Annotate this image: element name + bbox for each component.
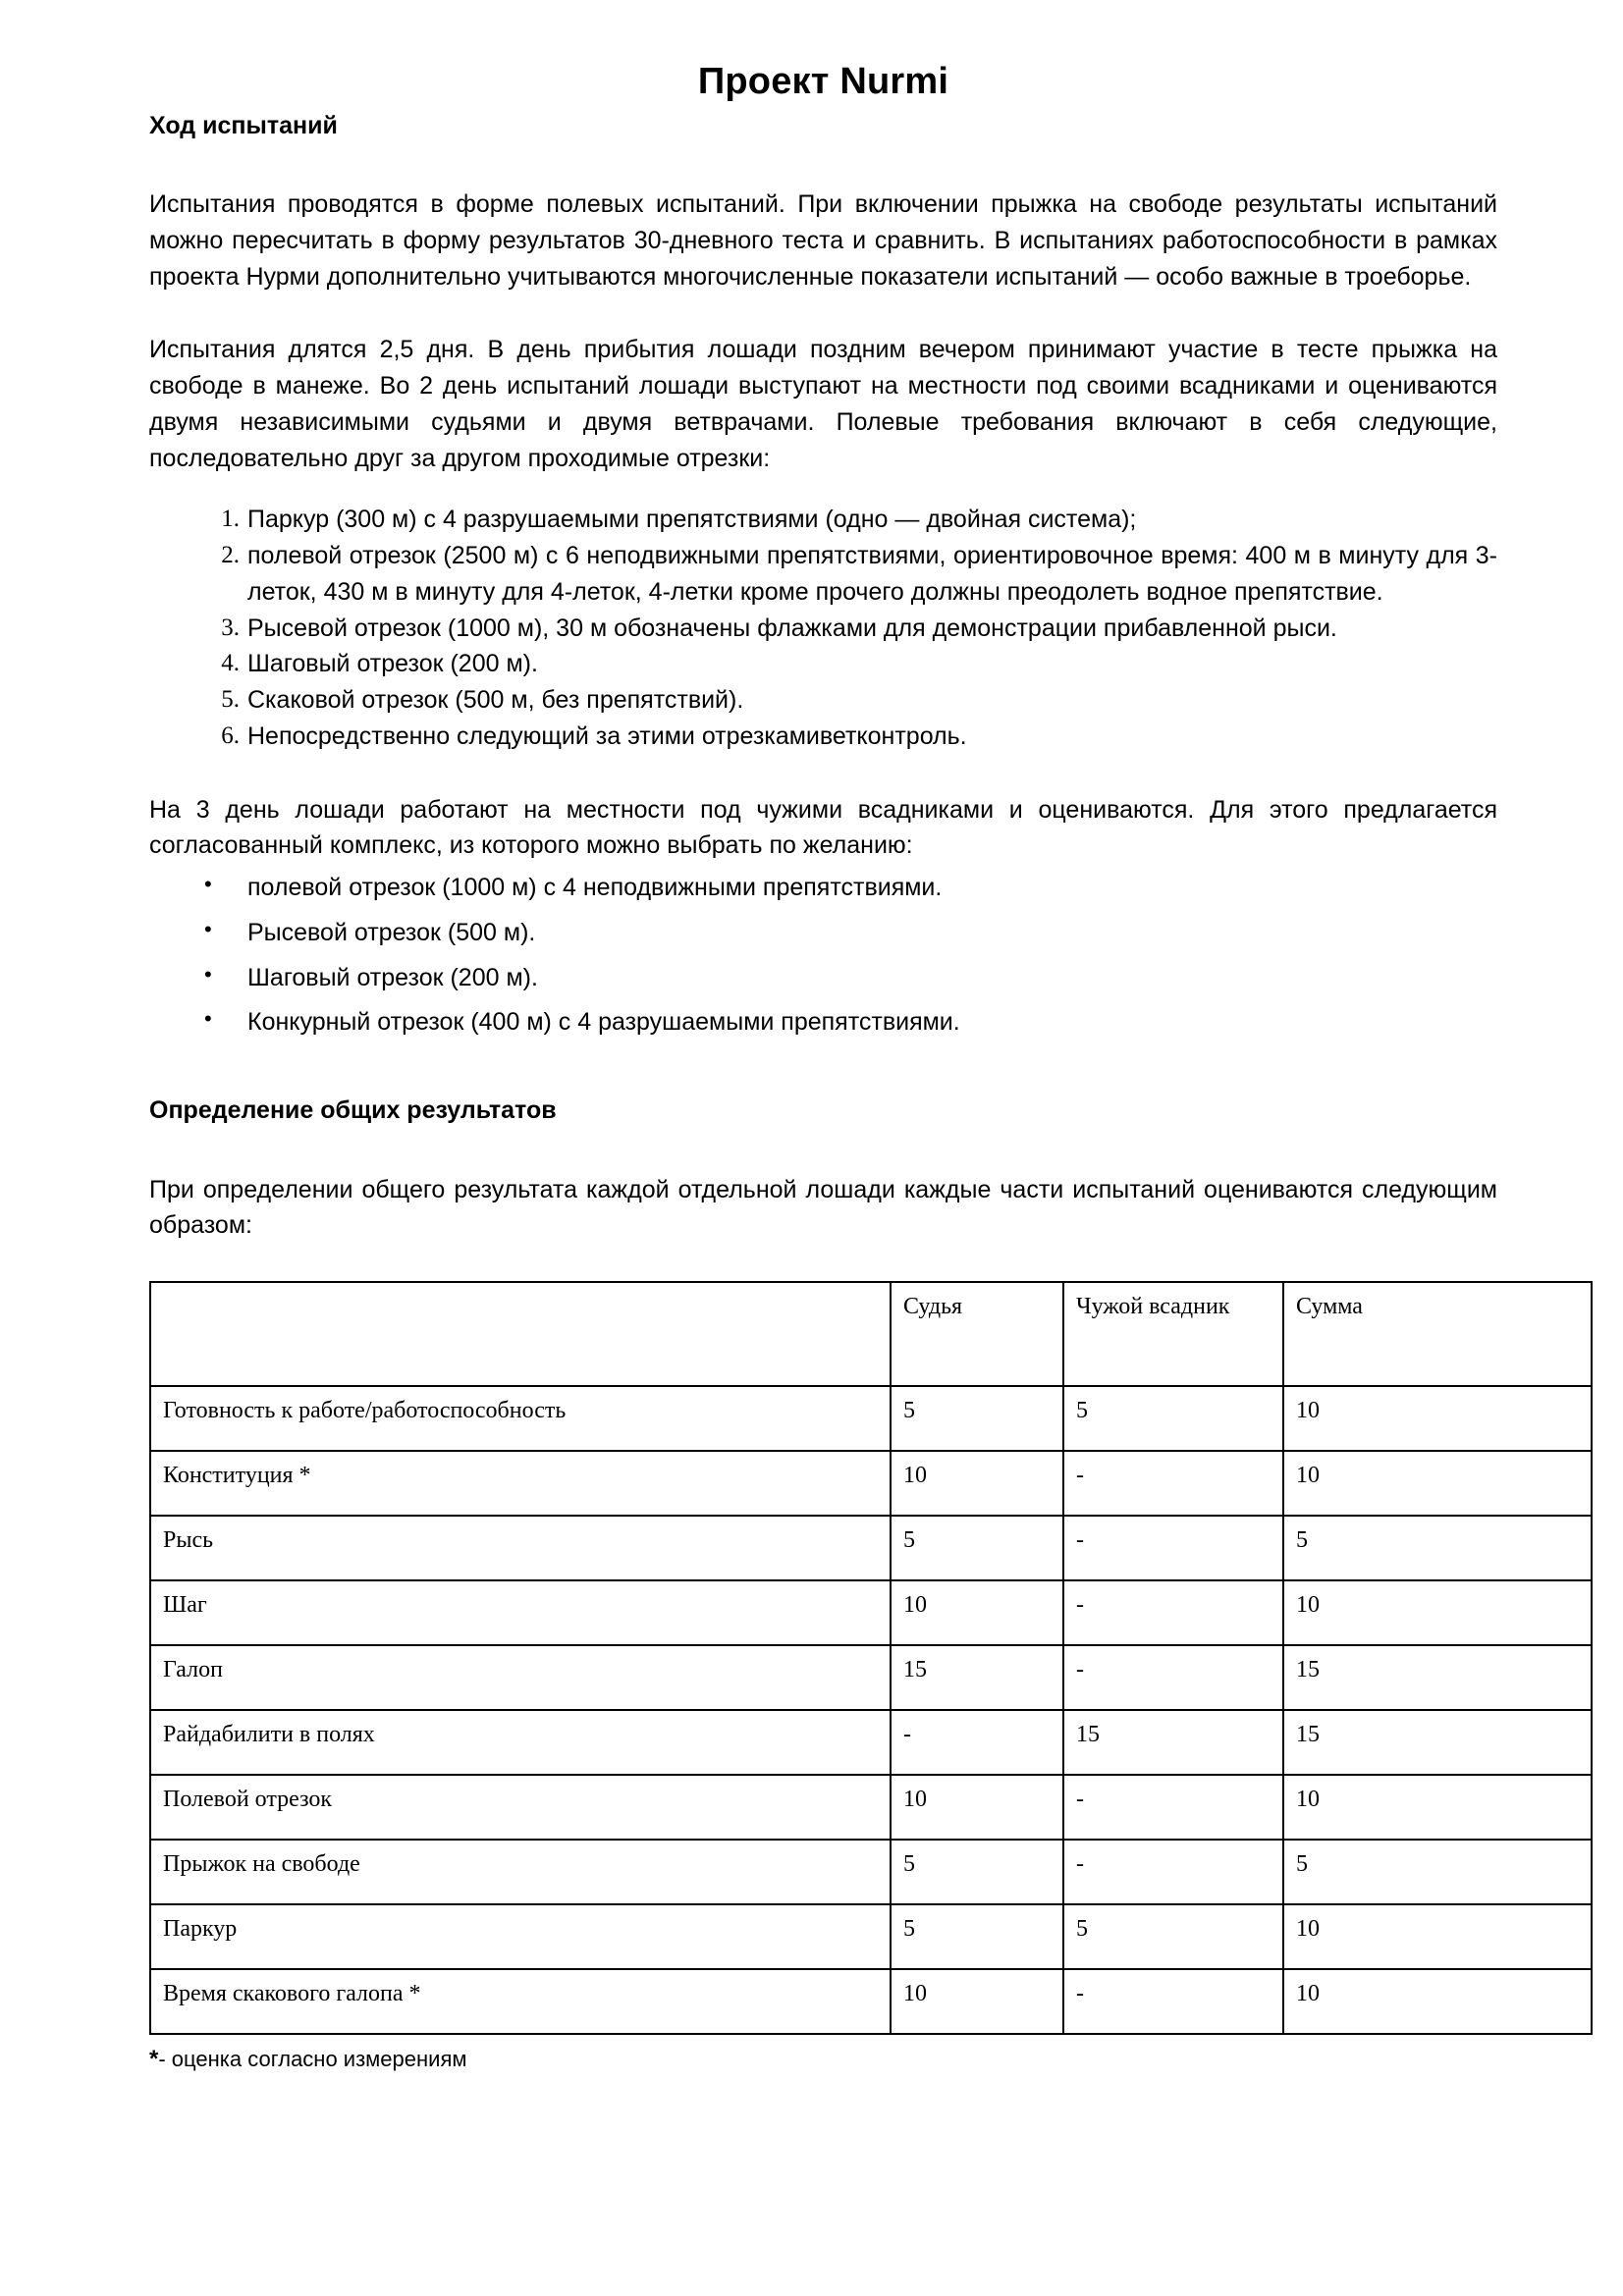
paragraph-test-format: Испытания проводятся в форме полевых испытаний. При включении прыжка на свободе результаты испытаний можно пересчитать в форму результатов 30-дневного теста и сравнить. В испытаниях работоспособности в рамках проекта Нурми дополнительно учитываются многочисленные показатели испытаний — особо важные в троеборье.: [149, 190, 1497, 291]
column-header-criterion: [150, 1282, 891, 1386]
numbered-list-segments: [149, 502, 1497, 754]
cell-sum: 5: [1283, 1516, 1592, 1580]
cell-foreign-rider: -: [1063, 1516, 1283, 1580]
list-item: Непосредственно следующий за этими отрезкамиветконтроль.: [247, 721, 967, 750]
footnote-marker: *: [149, 2046, 159, 2073]
section-heading-test-procedure: Ход испытаний: [149, 111, 338, 139]
cell-foreign-rider: 5: [1063, 1904, 1283, 1969]
list-item: • Шаговый отрезок (200 м).: [149, 960, 1497, 996]
spacer: [149, 1127, 1497, 1172]
list-item: • полевой отрезок (1000 м) с 4 неподвижными препятствиями.: [149, 870, 1497, 906]
list-item: Рысевой отрезок (1000 м), 30 м обозначены флажками для демонстрации прибавленной рыси.: [247, 614, 1337, 642]
cell-criterion: Рысь: [150, 1516, 891, 1580]
paragraph-scoring-intro: При определении общего результата каждой отдельной лошади каждые части испытаний оцениваются следующим образом:: [149, 1175, 1497, 1240]
column-header-sum: Сумма: [1283, 1282, 1592, 1386]
table-header-row: [150, 1282, 1592, 1386]
list-item: полевой отрезок (2500 м) с 6 неподвижными препятствиями, ориентировочное время: 400 м в минуту для 3-леток, 430 м в минуту для 4-леток, 4-летки кроме прочего должны преодолеть водное препятствие.: [247, 542, 1497, 606]
spacer: [149, 294, 1497, 332]
cell-sum: 15: [1283, 1710, 1592, 1775]
list-item: Шаговый отрезок (200 м).: [247, 650, 538, 678]
cell-foreign-rider: 15: [1063, 1710, 1283, 1775]
cell-criterion: Готовность к работе/работоспособность: [150, 1386, 891, 1451]
cell-sum: 15: [1283, 1645, 1592, 1710]
cell-sum: 10: [1283, 1775, 1592, 1840]
cell-judge: 5: [891, 1840, 1063, 1904]
cell-judge: 5: [891, 1516, 1063, 1580]
table-row: [150, 1645, 1592, 1710]
footnote-text: - оценка согласно измерениям: [158, 2047, 467, 2072]
cell-foreign-rider: 5: [1063, 1386, 1283, 1451]
cell-foreign-rider: -: [1063, 1580, 1283, 1645]
spacer: [149, 755, 1497, 792]
cell-sum: 10: [1283, 1451, 1592, 1516]
table-row: [150, 1516, 1592, 1580]
list-item: • Рысевой отрезок (500 м).: [149, 915, 1497, 951]
list-item: • Конкурный отрезок (400 м) с 4 разрушаемыми препятствиями.: [149, 1004, 1497, 1041]
cell-judge: 10: [891, 1775, 1063, 1840]
spacer: [149, 141, 1497, 187]
cell-sum: 10: [1283, 1386, 1592, 1451]
cell-foreign-rider: -: [1063, 1969, 1283, 2034]
table-row: [150, 1386, 1592, 1451]
cell-foreign-rider: -: [1063, 1775, 1283, 1840]
cell-criterion: Райдабилити в полях: [150, 1710, 891, 1775]
footnote: [149, 2044, 1497, 2074]
cell-criterion: Полевой отрезок: [150, 1775, 891, 1840]
spacer: [149, 1049, 1497, 1095]
paragraph-day-three: На 3 день лошади работают на местности под чужими всадниками и оцениваются. Для этого предлагается согласованный комплекс, из которого можно выбрать по желанию:: [149, 795, 1497, 860]
cell-judge: 5: [891, 1904, 1063, 1969]
table-row: [150, 1580, 1592, 1645]
cell-foreign-rider: -: [1063, 1840, 1283, 1904]
cell-sum: 10: [1283, 1580, 1592, 1645]
cell-foreign-rider: -: [1063, 1645, 1283, 1710]
table-row: [150, 1840, 1592, 1904]
list-item: Паркур (300 м) с 4 разрушаемыми препятствиями (одно — двойная система);: [247, 506, 1137, 534]
spacer: [149, 1244, 1497, 1281]
cell-criterion: Время скакового галопа *: [150, 1969, 891, 2034]
spacer: [149, 476, 1497, 502]
cell-judge: 5: [891, 1386, 1063, 1451]
cell-judge: 10: [891, 1969, 1063, 2034]
cell-judge: -: [891, 1710, 1063, 1775]
cell-foreign-rider: -: [1063, 1451, 1283, 1516]
table-row: [150, 1710, 1592, 1775]
cell-judge: 10: [891, 1580, 1063, 1645]
bullet-list-optional-segments: [149, 870, 1497, 1041]
table-row: [150, 1904, 1592, 1969]
section-heading-overall-results: Определение общих результатов: [149, 1096, 557, 1125]
cell-criterion: Шаг: [150, 1580, 891, 1645]
cell-judge: 10: [891, 1451, 1063, 1516]
list-item: Скаковой отрезок (500 м, без препятствий).: [247, 686, 744, 715]
cell-criterion: Конституция *: [150, 1451, 891, 1516]
table-row: [150, 1969, 1592, 2034]
column-header-foreign-rider: Чужой всадник: [1063, 1282, 1283, 1386]
page-title: Проект Nurmi: [697, 61, 949, 102]
table-row: [150, 1775, 1592, 1840]
cell-sum: 10: [1283, 1904, 1592, 1969]
cell-criterion: Галоп: [150, 1645, 891, 1710]
column-header-judge: Судья: [891, 1282, 1063, 1386]
scoring-table: [149, 1281, 1593, 2035]
paragraph-test-duration: Испытания длятся 2,5 дня. В день прибытия лошади поздним вечером принимают участие в тесте прыжка на свободе в манеже. Во 2 день испытаний лошади выступают на местности под своими всадниками и оцениваются двумя независимыми судьями и двумя ветврачами. Полевые требования включают в себя следующие, последовательно друг за другом проходимые отрезки:: [149, 336, 1497, 472]
cell-sum: 10: [1283, 1969, 1592, 2034]
cell-criterion: Паркур: [150, 1904, 891, 1969]
cell-judge: 15: [891, 1645, 1063, 1710]
table-row: [150, 1451, 1592, 1516]
cell-sum: 5: [1283, 1840, 1592, 1904]
cell-criterion: Прыжок на свободе: [150, 1840, 891, 1904]
